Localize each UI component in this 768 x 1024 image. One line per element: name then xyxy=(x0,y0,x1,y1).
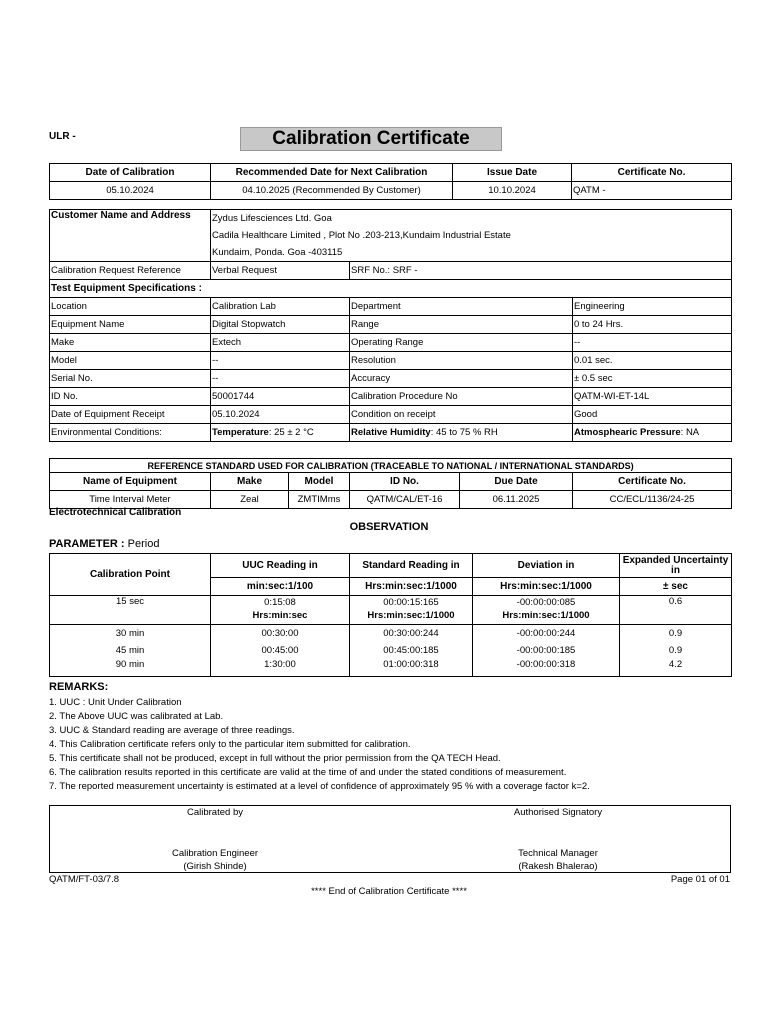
temperature-cell xyxy=(211,424,350,442)
authorised-signatory-block xyxy=(458,847,658,873)
obs-unit: min:sec:1/100 xyxy=(211,578,350,596)
dates-table xyxy=(49,163,732,200)
observation-table xyxy=(49,553,732,677)
ref-value: ZMTIMms xyxy=(289,491,350,509)
issue-date-header: Issue Date xyxy=(453,164,572,182)
obs-cell: -00:00:00:318 xyxy=(473,659,620,677)
remarks-title: REMARKS: xyxy=(49,681,109,693)
remark-item: 5. This certificate shall not be produced, except in full without the prior permission from the QA TECH Head. xyxy=(49,753,501,764)
spec-value: -- xyxy=(211,370,350,388)
spec-label: Range xyxy=(350,316,573,334)
obs-cell: 00:30:00 xyxy=(211,625,350,643)
parameter-label: PARAMETER : xyxy=(49,538,125,550)
customer-label: Customer Name and Address xyxy=(50,210,211,262)
humidity-cell xyxy=(350,424,573,442)
temperature-label: Temperature xyxy=(212,427,269,438)
next-calibration-header: Recommended Date for Next Calibration xyxy=(211,164,453,182)
obs-sub-unit: Hrs:min:sec:1/1000 xyxy=(367,610,455,621)
temperature-value: : 25 ± 2 °C xyxy=(268,427,314,438)
remark-item: 3. UUC & Standard reading are average of three readings. xyxy=(49,725,295,736)
spec-label: Model xyxy=(50,352,211,370)
end-of-certificate: **** End of Calibration Certificate **** xyxy=(311,886,467,897)
customer-line-1: Zydus Lifesciences Ltd. Goa xyxy=(211,210,732,228)
srf-no: SRF No.: SRF - xyxy=(350,262,732,280)
obs-cell: 0.9 xyxy=(620,625,732,643)
obs-header-standard: Standard Reading in xyxy=(350,554,473,578)
spec-label: Department xyxy=(350,298,573,316)
obs-cell: 30 min xyxy=(50,625,211,643)
remark-item: 2. The Above UUC was calibrated at Lab. xyxy=(49,711,224,722)
spec-value: Engineering xyxy=(573,298,732,316)
ref-header: Make xyxy=(211,473,289,491)
spec-label: Resolution xyxy=(350,352,573,370)
remark-item: 4. This Calibration certificate refers only to the particular item submitted for calibration. xyxy=(49,739,411,750)
spec-value: -- xyxy=(211,352,350,370)
signature-box xyxy=(49,805,731,873)
obs-value: 0:15:08 xyxy=(264,597,296,608)
parameter-value: Period xyxy=(127,538,160,550)
obs-cell-std-15 xyxy=(350,596,473,625)
remark-item: 7. The reported measurement uncertainty is estimated at a level of confidence of approximately 95 % with a coverage factor k=2. xyxy=(49,781,590,792)
obs-cell: 45 min xyxy=(50,642,211,659)
obs-header-calibration-point: Calibration Point xyxy=(50,554,211,596)
ref-value: CC/ECL/1136/24-25 xyxy=(573,491,732,509)
date-of-calibration-header: Date of Calibration xyxy=(50,164,211,182)
pressure-cell xyxy=(573,424,732,442)
certificate-title: Calibration Certificate xyxy=(240,127,502,151)
spec-label: Serial No. xyxy=(50,370,211,388)
ref-header: Model xyxy=(289,473,350,491)
obs-cell: 90 min xyxy=(50,659,211,677)
technical-manager-name: (Rakesh Bhalerao) xyxy=(518,861,598,872)
obs-unit: Hrs:min:sec:1/1000 xyxy=(473,578,620,596)
test-equipment-section: Test Equipment Specifications : xyxy=(50,280,732,298)
obs-cell-dev-15 xyxy=(473,596,620,625)
request-reference-label: Calibration Request Reference xyxy=(50,262,211,280)
ref-header: ID No. xyxy=(350,473,460,491)
obs-cell: 4.2 xyxy=(620,659,732,677)
page-number: Page 01 of 01 xyxy=(670,874,730,885)
obs-cell: -00:00:00:185 xyxy=(473,642,620,659)
ref-value: QATM/CAL/ET-16 xyxy=(350,491,460,509)
spec-value: QATM-WI-ET-14L xyxy=(573,388,732,406)
obs-cell-uuc-15 xyxy=(211,596,350,625)
issue-date-value: 10.10.2024 xyxy=(453,182,572,200)
obs-value: 00:00:15:165 xyxy=(383,597,439,608)
spec-label: Operating Range xyxy=(350,334,573,352)
certificate-no-header: Certificate No. xyxy=(572,164,732,182)
ulr-label: ULR - xyxy=(49,131,76,142)
spec-label: Make xyxy=(50,334,211,352)
obs-unit: ± sec xyxy=(620,578,732,596)
obs-header-deviation: Deviation in xyxy=(473,554,620,578)
authorised-signatory-label: Authorised Signatory xyxy=(513,807,603,818)
spec-label: Accuracy xyxy=(350,370,573,388)
spec-label: Condition on receipt xyxy=(350,406,573,424)
obs-cell: -00:00:00:244 xyxy=(473,625,620,643)
spec-label: ID No. xyxy=(50,388,211,406)
ref-header: Certificate No. xyxy=(573,473,732,491)
obs-sub-unit: Hrs:min:sec xyxy=(252,610,308,621)
environment-label: Environmental Conditions: xyxy=(50,424,211,442)
calibration-engineer-name: (Girish Shinde) xyxy=(183,861,247,872)
obs-cell: 15 sec xyxy=(50,596,211,625)
form-number: QATM/FT-03/7.8 xyxy=(49,874,120,885)
obs-cell: 0.6 xyxy=(620,596,732,625)
spec-label: Location xyxy=(50,298,211,316)
calibration-category: Electrotechnical Calibration xyxy=(49,507,182,518)
spec-value: Good xyxy=(573,406,732,424)
spec-value: Extech xyxy=(211,334,350,352)
obs-cell: 1:30:00 xyxy=(211,659,350,677)
certificate-no-value: QATM - xyxy=(572,182,732,200)
next-calibration-value: 04.10.2025 (Recommended By Customer) xyxy=(211,182,453,200)
obs-unit: Hrs:min:sec:1/1000 xyxy=(350,578,473,596)
ref-value: Time Interval Meter xyxy=(50,491,211,509)
technical-manager-role: Technical Manager xyxy=(518,848,598,859)
customer-line-3: Kundaim, Ponda. Goa -403115 xyxy=(211,244,732,262)
humidity-value: : 45 to 75 % RH xyxy=(430,427,498,438)
ref-header: Name of Equipment xyxy=(50,473,211,491)
calibration-engineer-role: Calibration Engineer xyxy=(171,848,259,859)
obs-cell: 00:30:00:244 xyxy=(350,625,473,643)
reference-standard-table xyxy=(49,458,732,509)
observation-title: OBSERVATION xyxy=(349,521,429,533)
calibrated-by-label: Calibrated by xyxy=(187,807,243,818)
reference-title: REFERENCE STANDARD USED FOR CALIBRATION (TRACEABLE TO NATIONAL / INTERNATIONAL STANDARDS) xyxy=(50,459,732,473)
obs-cell: 00:45:00:185 xyxy=(350,642,473,659)
obs-header-uuc: UUC Reading in xyxy=(211,554,350,578)
spec-value: Calibration Lab xyxy=(211,298,350,316)
spec-value: ± 0.5 sec xyxy=(573,370,732,388)
obs-header-uncertainty: Expanded Uncertainty in xyxy=(620,554,732,578)
obs-cell: 00:45:00 xyxy=(211,642,350,659)
remark-item: 6. The calibration results reported in this certificate are valid at the time of and under the stated conditions of measurement. xyxy=(49,767,567,778)
spec-value: Digital Stopwatch xyxy=(211,316,350,334)
spec-label: Calibration Procedure No xyxy=(350,388,573,406)
spec-label: Equipment Name xyxy=(50,316,211,334)
date-of-calibration-value: 05.10.2024 xyxy=(50,182,211,200)
obs-sub-unit: Hrs:min:sec:1/1000 xyxy=(502,610,590,621)
calibrated-by-block xyxy=(130,847,300,873)
customer-equipment-table xyxy=(49,209,732,442)
spec-value: 05.10.2024 xyxy=(211,406,350,424)
pressure-label: Atmosphearic Pressure xyxy=(574,427,681,438)
remarks-section xyxy=(49,681,590,794)
obs-cell: 01:00:00:318 xyxy=(350,659,473,677)
remark-item: 1. UUC : Unit Under Calibration xyxy=(49,697,182,708)
pressure-value: : NA xyxy=(680,427,700,438)
customer-line-2: Cadila Healthcare Limited , Plot No .203-213,Kundaim Industrial Estate xyxy=(211,227,732,244)
humidity-label: Relative Humidity xyxy=(351,427,431,438)
parameter-line xyxy=(49,538,159,550)
spec-value: -- xyxy=(573,334,732,352)
spec-label: Date of Equipment Receipt xyxy=(50,406,211,424)
spec-value: 50001744 xyxy=(211,388,350,406)
request-reference-value: Verbal Request xyxy=(211,262,350,280)
ref-value: 06.11.2025 xyxy=(460,491,573,509)
spec-value: 0.01 sec. xyxy=(573,352,732,370)
ref-header: Due Date xyxy=(460,473,573,491)
obs-cell: 0.9 xyxy=(620,642,732,659)
spec-value: 0 to 24 Hrs. xyxy=(573,316,732,334)
ref-value: Zeal xyxy=(211,491,289,509)
obs-value: -00:00:00:085 xyxy=(516,597,576,608)
